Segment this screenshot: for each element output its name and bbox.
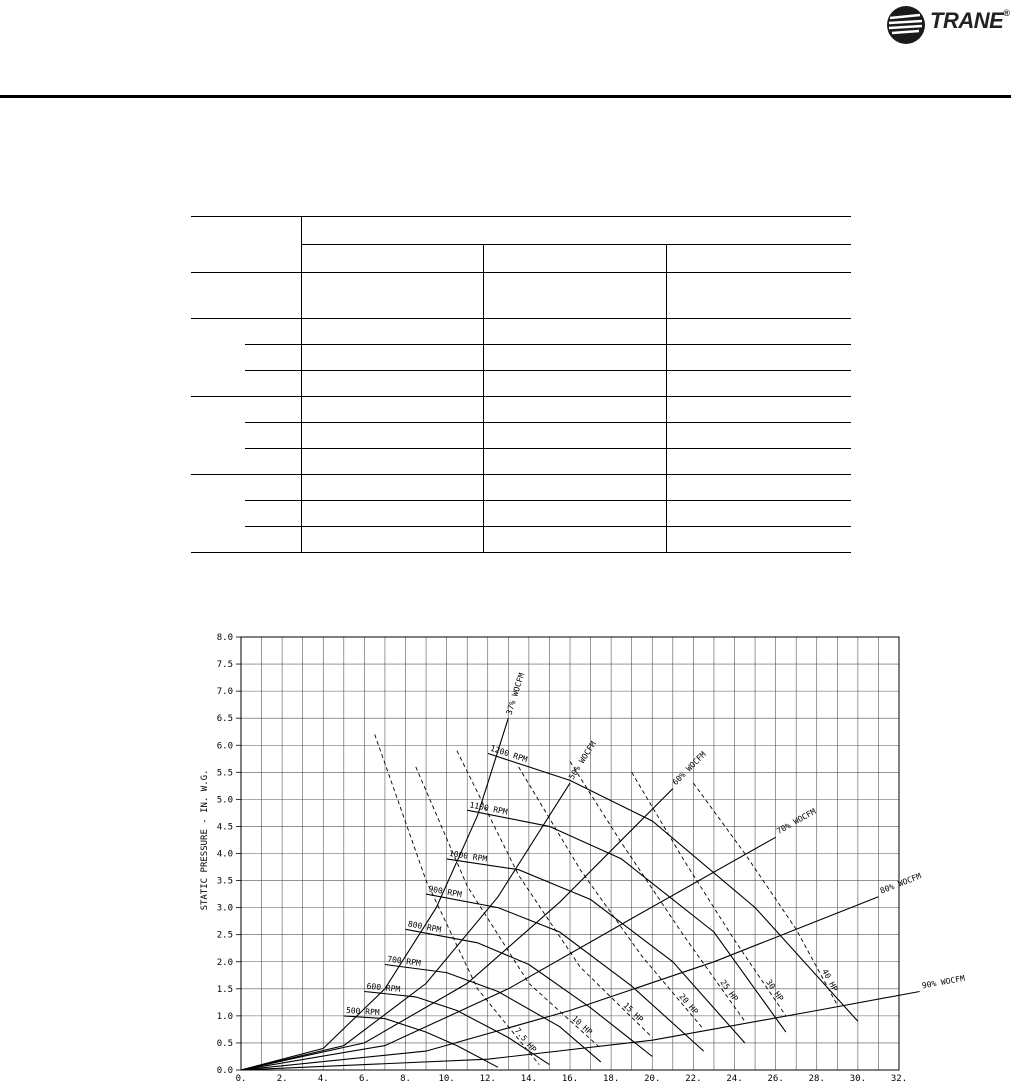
x-tick-label: 2. [276,1074,288,1082]
table-rule [245,344,851,345]
y-tick-label: 1.0 [216,1011,233,1022]
hp-curve-line [457,751,652,1038]
hp-curve-label: 15 HP [621,1000,645,1025]
table-rule [666,244,667,553]
table-rule [245,422,851,423]
x-tick-label: 24. [726,1074,743,1082]
x-tick-label: 10. [438,1074,455,1082]
wocfm-curve-label: 37% WOCFM [504,671,527,716]
table-rule [301,244,851,245]
wocfm-curve-label: 80% WOCFM [878,871,923,896]
header-divider [0,95,1011,98]
y-axis-title: STATIC PRESSURE - IN. W.G. [200,769,210,911]
x-tick-label: 8. [400,1074,411,1082]
x-tick-label: 26. [767,1074,784,1082]
y-tick-label: 7.0 [216,687,233,698]
hp-curve-label: 25 HP [718,978,740,1004]
y-tick-label: 6.0 [216,741,233,752]
rpm-curve-label: 1000 RPM [448,848,488,864]
y-tick-label: 3.5 [216,876,233,887]
y-tick-label: 6.5 [216,714,233,725]
y-tick-label: 5.0 [216,795,233,806]
x-tick-label: 18. [602,1074,620,1082]
wocfm-curve-label: 60% WOCFM [670,749,708,787]
x-tick-label: 20. [644,1074,661,1082]
wocfm-curve-line [241,992,920,1071]
rpm-curve-label: 800 RPM [407,919,442,935]
wocfm-curve-line [241,718,508,1070]
wocfm-curve-line [241,897,878,1070]
hp-curve-label: 20 HP [677,992,700,1017]
x-tick-label: 4. [317,1074,329,1082]
registered-mark: ® [1003,8,1010,18]
hp-curve-label: 40 HP [820,967,840,994]
table-rule [191,216,851,217]
y-tick-label: 5.5 [216,768,233,779]
y-tick-label: 7.5 [216,660,233,671]
y-tick-label: 4.5 [216,822,233,833]
wocfm-curve-label: 70% WOCFM [775,806,818,837]
rpm-curve-label: 1200 RPM [489,743,529,765]
y-tick-label: 2.5 [216,930,233,941]
table-rule [245,448,851,449]
rpm-curve-label: 700 RPM [386,954,422,968]
wocfm-curve-label: 90% WOCFM [921,973,966,991]
y-tick-label: 0.0 [216,1066,233,1076]
table-rule [245,370,851,371]
x-tick-label: 22. [685,1074,702,1082]
trane-wordmark [930,8,1009,34]
x-tick-label: 14. [520,1074,538,1082]
hp-curve-line [693,783,840,1005]
x-tick-label: 6. [358,1074,370,1082]
performance-table [191,216,851,553]
x-tick-label: 0. [235,1074,247,1082]
table-rule [483,244,484,553]
rpm-curve-label: 900 RPM [427,884,463,900]
logo-text: TRANE [930,8,1004,33]
y-tick-label: 0.5 [216,1038,233,1049]
hp-curve-label: 7.5 HP [512,1026,539,1055]
table-rule [191,552,851,553]
hp-curve-label: 10 HP [570,1013,595,1037]
y-tick-label: 4.0 [216,849,233,860]
table-rule [191,396,851,397]
y-tick-label: 1.5 [216,984,233,995]
fan-performance-chart [195,628,966,1082]
y-tick-label: 3.0 [216,903,233,914]
rpm-curve-label: 1100 RPM [468,800,509,817]
wocfm-curve-label: 50% WOCFM [567,739,598,782]
rpm-curve-line [426,894,704,1051]
hp-curve-label: 30 HP [764,977,786,1003]
x-tick-label: 30. [849,1074,867,1082]
x-tick-label: 16. [561,1074,579,1082]
table-rule [245,500,851,501]
x-tick-label: 12. [479,1074,496,1082]
table-rule [191,272,851,273]
rpm-curve-label: 600 RPM [366,981,401,995]
rpm-curve-label: 500 RPM [345,1005,380,1018]
table-rule [245,526,851,527]
x-tick-label: 32. [890,1074,908,1082]
y-tick-label: 2.0 [216,957,233,968]
table-rule [191,318,851,319]
hp-curve-line [632,772,786,1016]
x-tick-label: 28. [808,1074,825,1082]
table-rule [301,216,302,553]
y-tick-label: 8.0 [216,633,233,643]
table-rule [191,474,851,475]
wocfm-curve-line [241,789,673,1070]
rpm-curve-line [385,965,601,1062]
